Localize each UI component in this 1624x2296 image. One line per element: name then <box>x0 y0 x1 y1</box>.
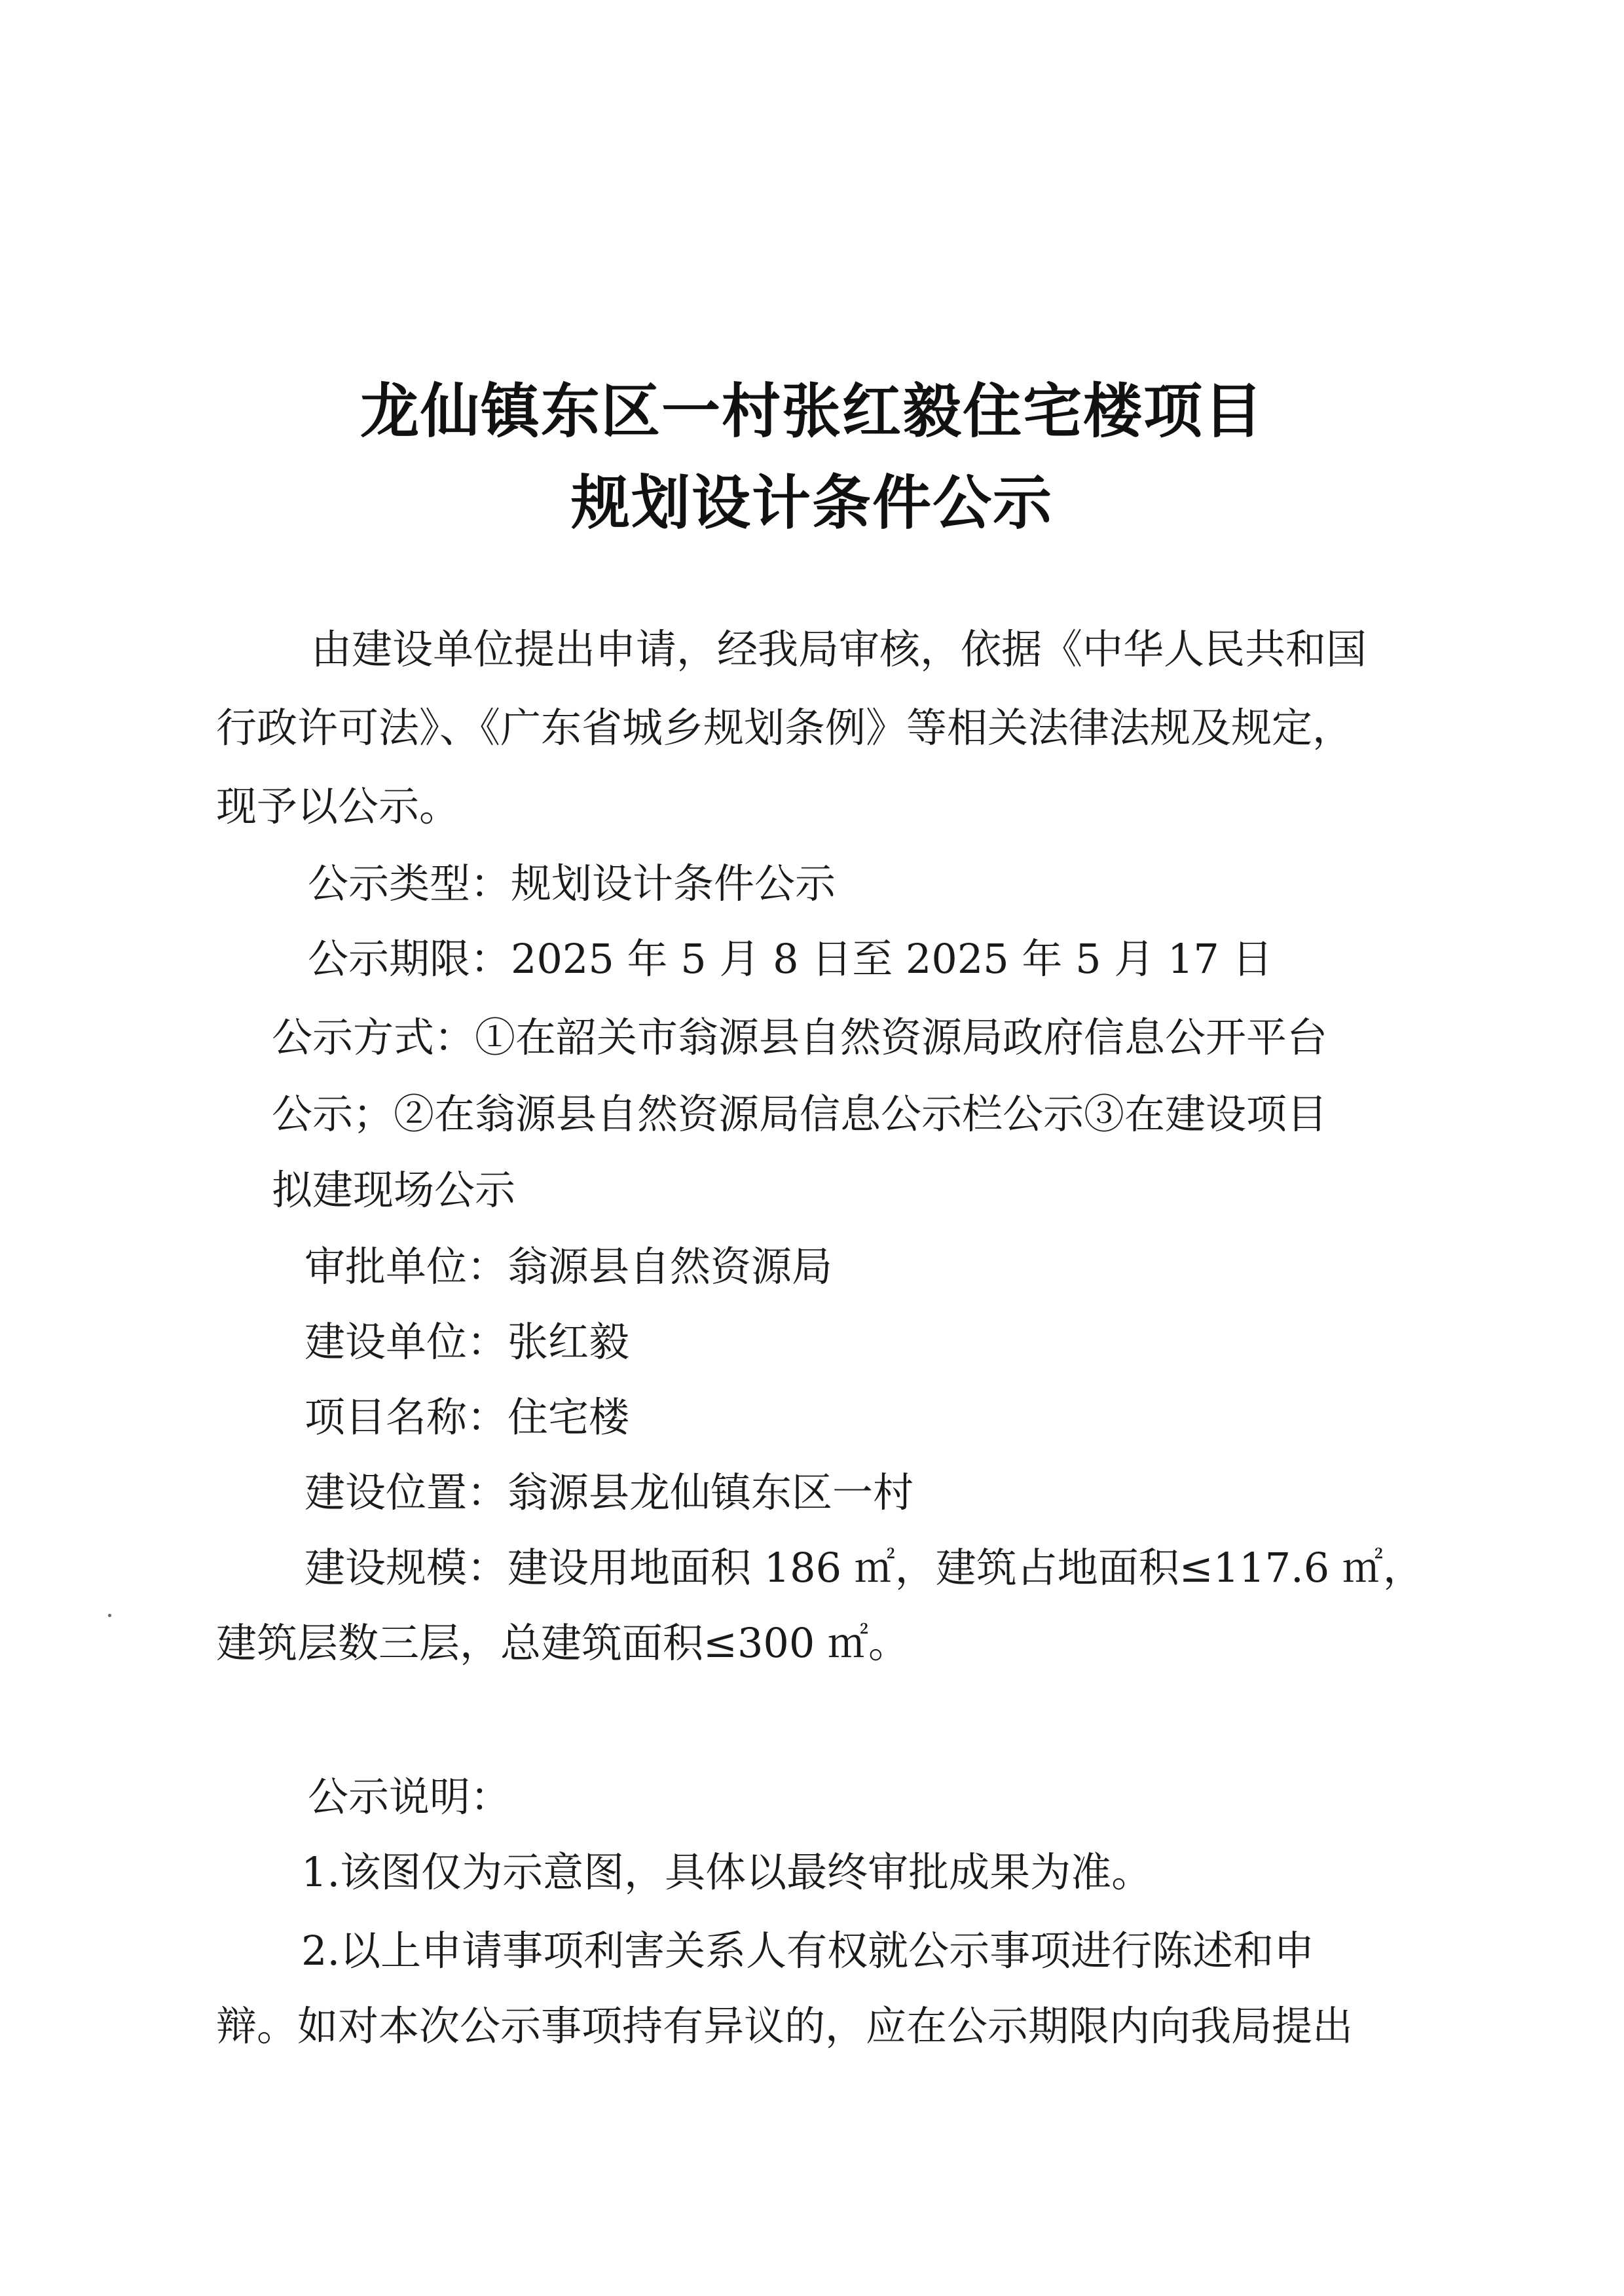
field-type: 公示类型：规划设计条件公示 <box>308 860 836 907</box>
intro-line-3: 现予以公示。 <box>216 782 460 830</box>
notes-item-2-line-1: 2.以上申请事项利害关系人有权就公示事项进行陈述和申 <box>301 1927 1315 1975</box>
field-period: 公示期限：2025 年 5 月 8 日至 2025 年 5 月 17 日 <box>308 935 1273 983</box>
field-method-line-3: 拟建现场公示 <box>272 1166 516 1214</box>
field-scale-line-1: 建设规模：建设用地面积 186 ㎡，建筑占地面积≤117.6 ㎡， <box>304 1544 1424 1592</box>
intro-line-1: 由建设单位提出申请，经我局审核，依据《中华人民共和国 <box>311 625 1367 673</box>
notes-item-2-line-2: 辩。如对本次公示事项持有异议的，应在公示期限内向我局提出 <box>216 2002 1354 2050</box>
scan-speck <box>108 1614 111 1617</box>
field-construction-unit: 建设单位：张红毅 <box>304 1318 630 1366</box>
field-method-line-2: 公示；②在翁源县自然资源局信息公示栏公示③在建设项目 <box>272 1090 1328 1138</box>
field-approval-unit: 审批单位：翁源县自然资源局 <box>304 1243 833 1290</box>
title-line-2: 规划设计条件公示 <box>571 469 1053 538</box>
field-location: 建设位置：翁源县龙仙镇东区一村 <box>304 1468 914 1516</box>
notes-item-1: 1.该图仅为示意图，具体以最终审批成果为准。 <box>301 1848 1153 1896</box>
intro-line-2: 行政许可法》、《广东省城乡规划条例》等相关法律法规及规定， <box>216 704 1354 752</box>
field-scale-line-2: 建筑层数三层，总建筑面积≤300 ㎡。 <box>216 1619 909 1667</box>
field-method-line-1: 公示方式：①在韶关市翁源县自然资源局政府信息公开平台 <box>272 1013 1328 1061</box>
notes-heading: 公示说明： <box>308 1773 511 1821</box>
field-project-name: 项目名称：住宅楼 <box>304 1393 630 1441</box>
title-line-1: 龙仙镇东区一村张红毅住宅楼项目 <box>360 377 1264 446</box>
